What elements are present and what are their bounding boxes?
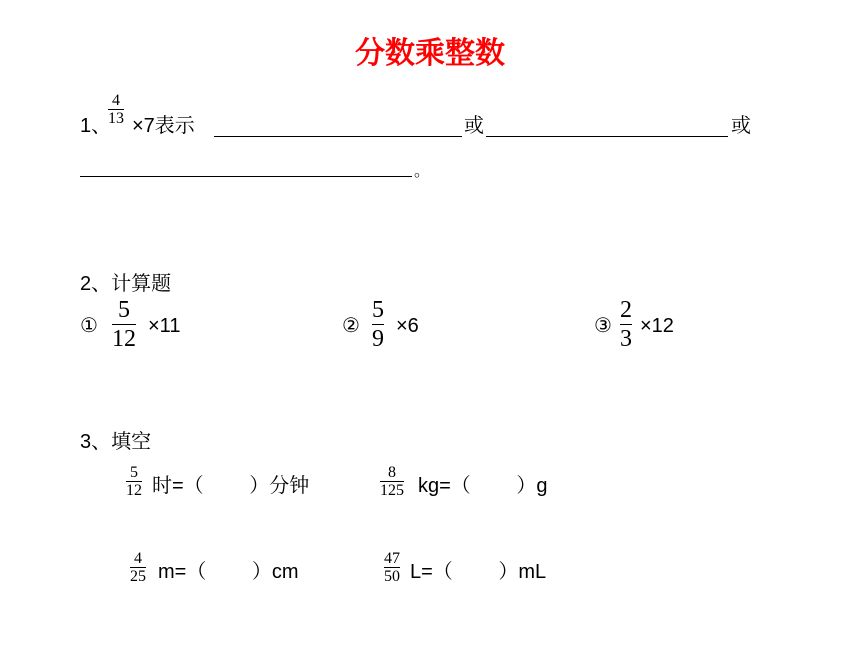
q2-item-2-op: ×6 [396,315,419,337]
q3-item-4-fraction [384,550,400,585]
q2-item-3-op: ×12 [640,315,674,337]
page-title: 分数乘整数 [355,36,505,71]
answer-blank-2[interactable] [486,136,728,137]
q1-or-1: 或 [464,115,484,137]
q3-item-3-fraction [130,550,146,585]
fraction-numerator: 5 [372,297,384,323]
q2-item-3-marker: ③ [594,315,612,337]
fraction-denominator: 12 [112,326,136,352]
q3-item-2-fraction [380,464,404,499]
fraction-numerator: 47 [384,550,400,567]
fraction-numerator: 4 [112,92,120,109]
fraction-numerator: 2 [620,297,632,323]
fraction-numerator: 5 [130,464,138,481]
q1-or-2: 或 [731,115,751,137]
q2-item-1-marker: ① [80,315,98,337]
fraction-denominator: 13 [108,110,124,127]
fraction-numerator: 8 [388,464,396,481]
q3-heading: 3、填空 [80,431,152,453]
q3-item-4-text: L=（ ）mL [410,561,547,583]
fraction-denominator: 9 [372,326,384,352]
q3-item-1-fraction [126,464,142,499]
fraction-denominator: 50 [384,568,400,585]
answer-blank-1[interactable] [214,136,462,137]
q1-expression: ×7表示 [132,115,195,137]
fraction-denominator: 12 [126,482,142,499]
q1-fraction [108,92,124,127]
fraction-numerator: 4 [134,550,142,567]
q2-heading: 2、计算题 [80,273,172,295]
q3-item-1-text: 时=（ ）分钟 [152,475,310,497]
q2-item-1-fraction [112,296,136,353]
fraction-denominator: 25 [130,568,146,585]
q3-item-2-text: kg=（ ）g [418,475,548,497]
q1-number: 1、 [80,115,112,137]
q1-end-mark: 。 [414,163,431,180]
fraction-numerator: 5 [118,297,130,323]
fraction-denominator: 3 [620,326,632,352]
q2-item-3-fraction [620,296,632,353]
q2-item-2-marker: ② [342,315,360,337]
q3-item-3-text: m=（ ）cm [158,561,299,583]
fraction-denominator: 125 [380,482,404,499]
q2-item-1-op: ×11 [148,315,181,337]
answer-blank-3[interactable] [80,176,412,177]
q2-item-2-fraction [372,296,384,353]
